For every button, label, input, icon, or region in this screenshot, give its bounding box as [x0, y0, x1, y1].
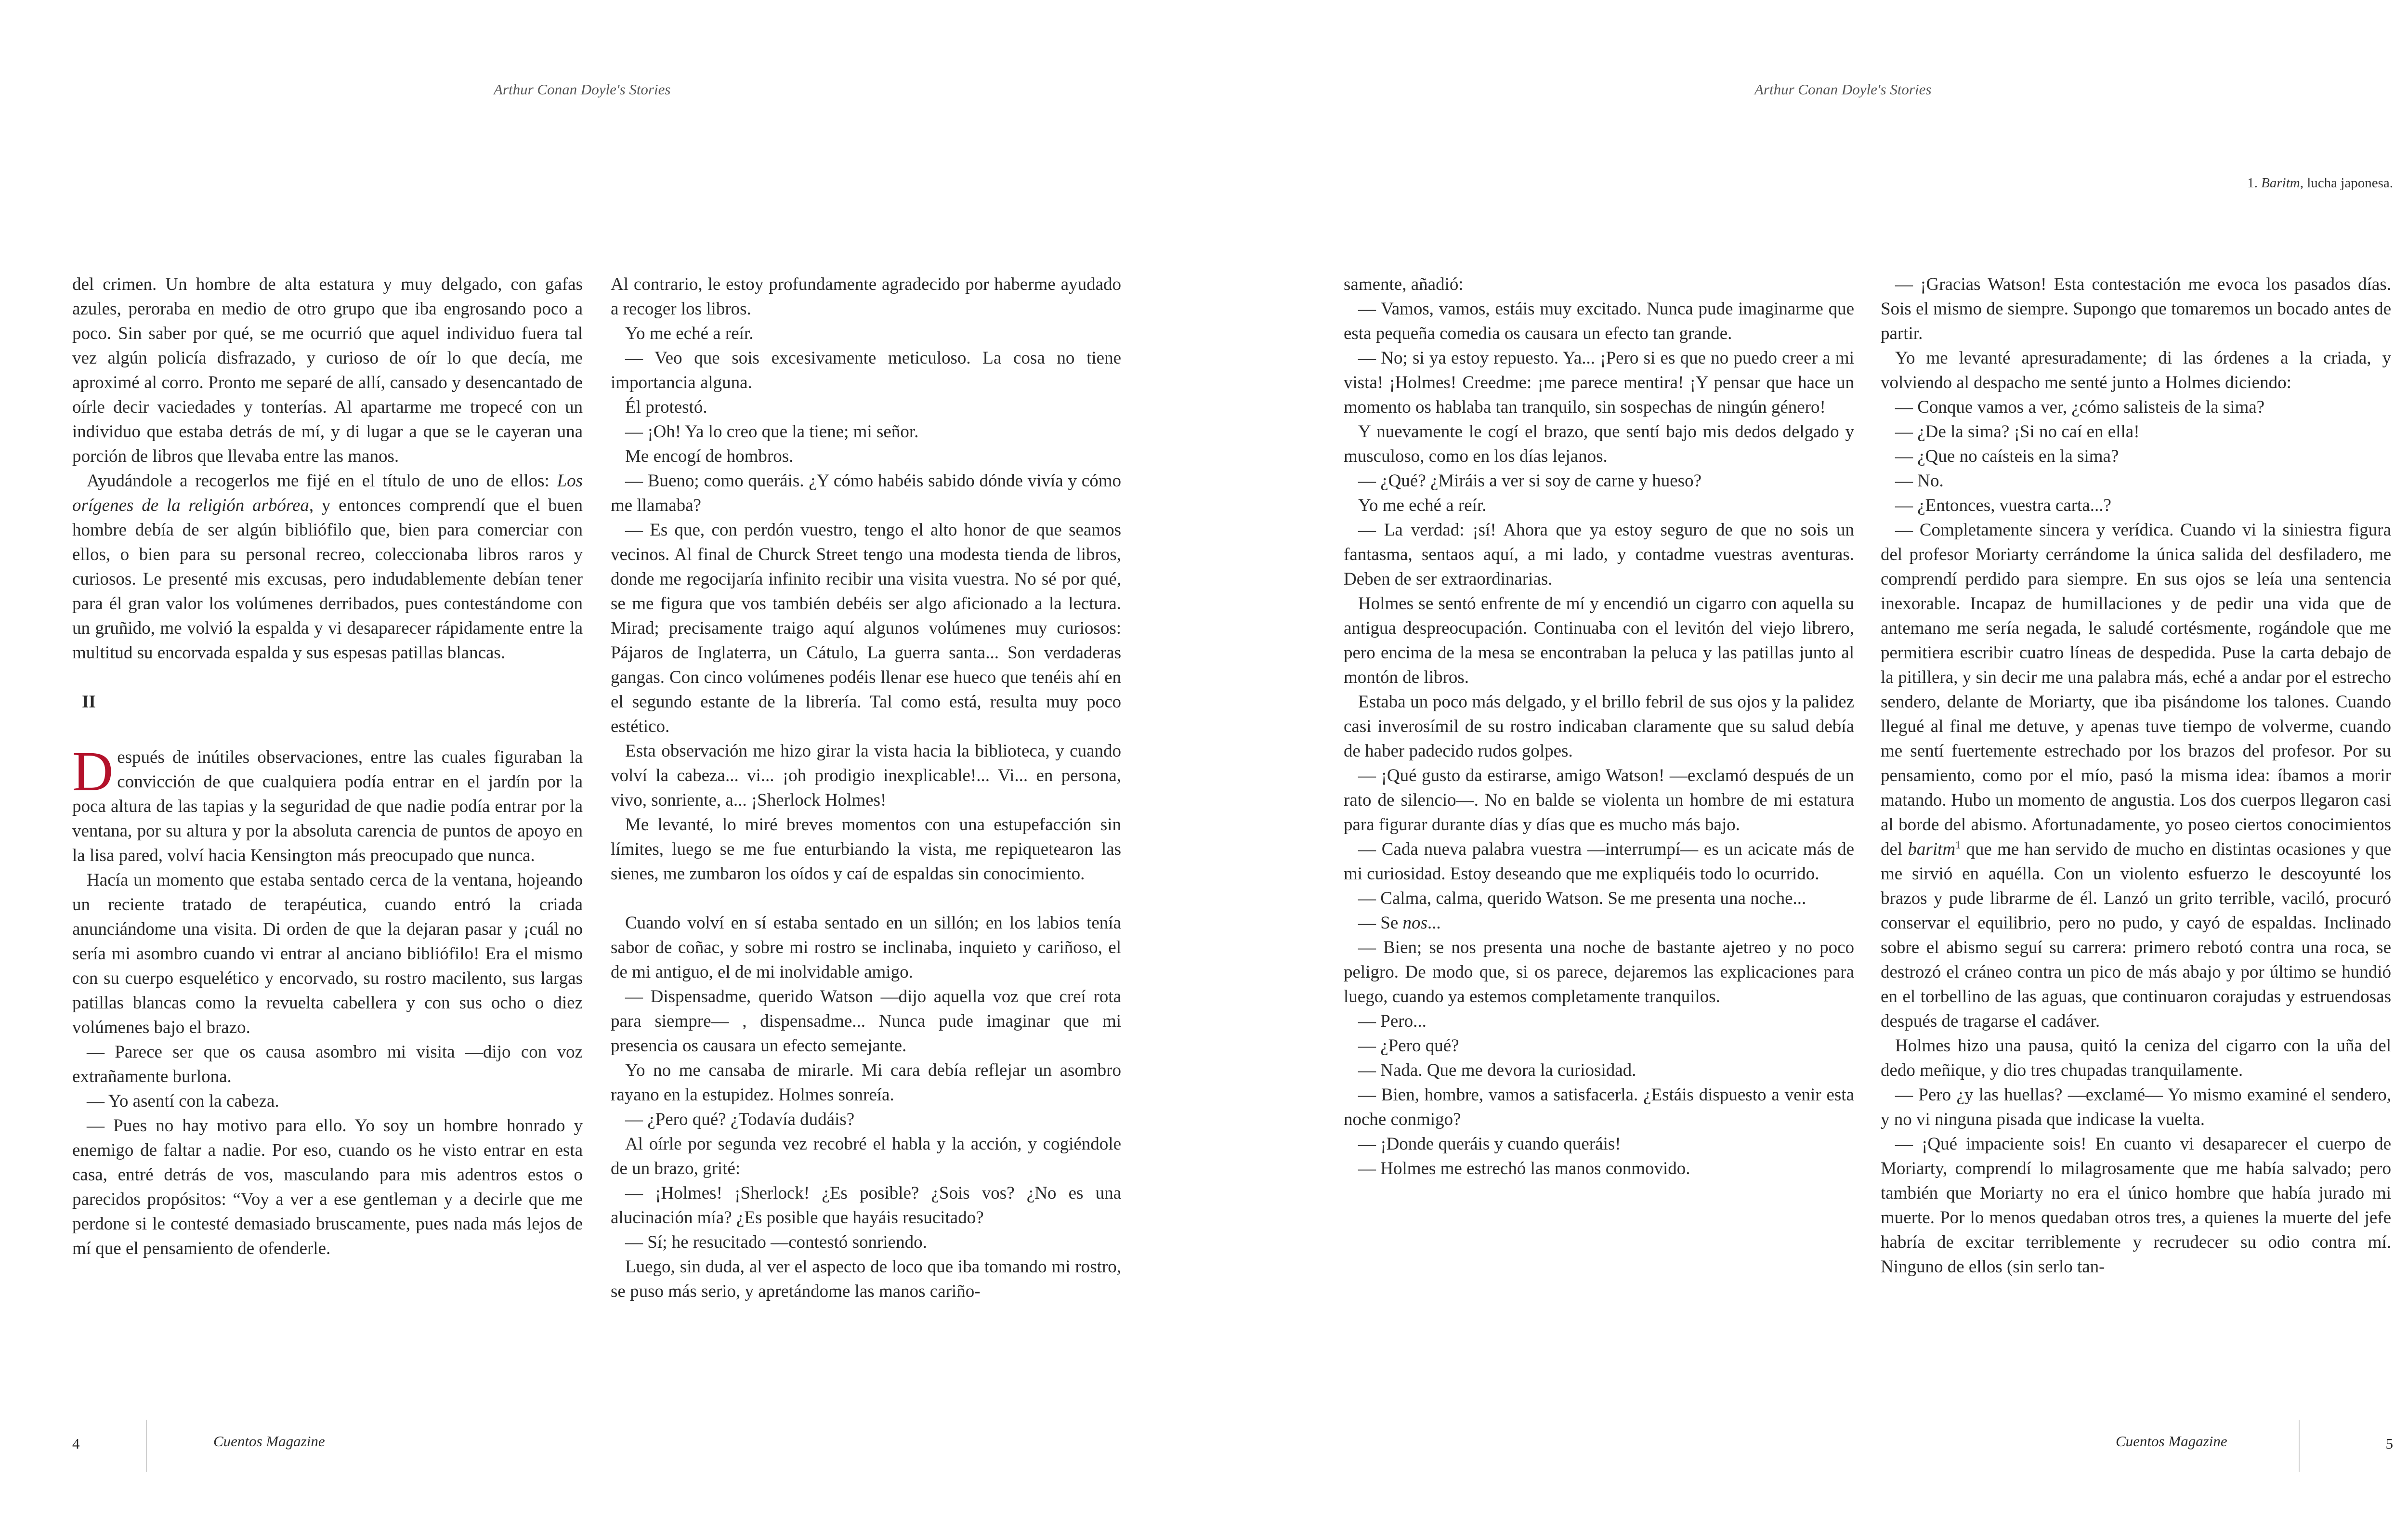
paragraph: — ¡Holmes! ¡Sherlock! ¿Es posible? ¿Sois vos? ¿No es una alucinación mía? ¿Es posible que hayáis resucitado? [611, 1183, 1121, 1228]
paragraph: — ¿Qué? ¿Miráis a ver si soy de carne y hueso? [1358, 471, 1702, 491]
paragraph: — ¡Donde queráis y cuando queráis! [1358, 1134, 1621, 1154]
paragraph: Estaba un poco más delgado, y el brillo febril de sus ojos y la palidez casi inverosímil de su rostro indicaban claramente que su salud debía de haber padecido rudos golpes. [1344, 692, 1854, 761]
paragraph: Holmes se sentó enfrente de mí y encendió un cigarro con aquella su antigua despreocupación. Continuaba con el levitón del viejo librero, pero encima de la mesa se encontraban la peluca y las patillas junto al montón de libros. [1344, 594, 1854, 687]
paragraph: Luego, sin duda, al ver el aspecto de loco que iba tomando mi rostro, se puso más serio, y apretándome las manos cariño- [611, 1257, 1121, 1301]
paragraph: Yo me eché a reír. [1358, 496, 1487, 515]
paragraph: — Cada nueva palabra vuestra —interrumpí— es un acicate más de mi curiosidad. Estoy deseando que me expliquéis todo lo ocurrido. [1344, 839, 1854, 884]
paragraph: Me encogí de hombros. [625, 446, 794, 466]
paragraph: — Bueno; como queráis. ¿Y cómo habéis sabido dónde vivía y cómo me llamaba? [611, 471, 1121, 515]
paragraph: Yo me levanté apresuradamente; di las órdenes a la criada, y volviendo al despacho me senté junto a Holmes diciendo: [1881, 348, 2391, 392]
right-page [1223, 0, 2408, 1530]
paragraph: — Yo asentí con la cabeza. [87, 1091, 279, 1111]
paragraph: — No; si ya estoy repuesto. Ya... ¡Pero si es que no puedo creer a mi vista! ¡Holmes! Creedme: ¡me parece mentira! ¡Y pensar que hace un momento os hablaba tan tranquilo, sin sospechas de ningún género! [1344, 348, 1854, 417]
paragraph: Ayudándole a recogerlos me fijé en el título de uno de ellos: Los orígenes de la religión arbórea, y entonces comprendí que el buen hombre debía de ser algún bibliófilo que, bien para comerciar con ellos, o bien para su personal recreo, coleccionaba libros raros y curiosos. Le presenté mis excusas, pero indudablemente debían tener para él gran valor los volúmenes derribados, pues contestándome con un gruñido, me volvió la espalda y vi desaparecer rápidamente entre la multitud su encorvada espalda y sus espesas patillas blancas. [72, 471, 583, 663]
paragraph: — ¡Qué impaciente sois! En cuanto vi desaparecer el cuerpo de Moriarty, comprendí lo milagrosamente que me había salvado; pero también que Moriarty no era el único hombre que había jurado mi muerte. Por lo menos quedaban otros tres, a quienes la muerte del jefe habría de excitar terriblemente y recrudecer su odio contra mí. Ninguno de ellos (sin serlo tan- [1881, 1134, 2391, 1277]
paragraph: del crimen. Un hombre de alta estatura y muy delgado, con gafas azules, peroraba en medio de otro grupo que iba engrosando poco a poco. Sin saber por qué, se me ocurrió que aquel individuo fuera tal vez algún policía disfrazado, y curioso de oír lo que decía, me aproximé al corro. Pronto me separé de allí, cansado y desencantado de oírle decir vaciedades y tonterías. Al apartarme me tropecé con un individuo que estaba detrás de mí, y di lugar a que se le cayeran una porción de libros que llevaba entre las manos. [72, 275, 583, 466]
paragraph: — Holmes me estrechó las manos conmovido. [1358, 1159, 1690, 1178]
paragraph-dropcap: Después de inútiles observaciones, entre las cuales figuraban la convicción de que cualquiera podía entrar en el jardín por la poca altura de las tapias y la seguridad de que nadie podía entrar por la ventana, por su altura y por la absoluta carencia de puntos de apoyo en la lisa pared, volví hacia Kensington más preocupado que nunca. [72, 740, 583, 865]
paragraph: Yo no me cansaba de mirarle. Mi cara debía reflejar un asombro rayano en la estupidez. Holmes sonreía. [611, 1060, 1121, 1105]
footnote: 1. Baritm, lucha japonesa. [2247, 175, 2393, 191]
paragraph: — Pues no hay motivo para ello. Yo soy un hombre honrado y enemigo de faltar a nadie. Por eso, cuando os he visto entrar en esta casa, entré detrás de vos, masculando para mis adentros estos o parecidos propósitos: “Voy a ver a ese gentleman y a decirle que me perdone si le contesté demasiado bruscamente, pues nada más lejos de mí que el pensamiento de ofenderle. [72, 1116, 583, 1258]
paragraph-gap [611, 886, 1121, 911]
paragraph: Al oírle por segunda vez recobré el habla y la acción, y cogiéndole de un brazo, grité: [611, 1134, 1121, 1178]
page-number: 5 [2385, 1435, 2393, 1452]
footer-magazine-name: Cuentos Magazine [213, 1433, 325, 1450]
paragraph: — La verdad: ¡sí! Ahora que ya estoy seguro de que no sois un fantasma, sentaos aquí, a mi lado, y contadme vuestras aventuras. Deben de ser extraordinarias. [1344, 520, 1854, 589]
paragraph: Cuando volví en sí estaba sentado en un sillón; en los labios tenía sabor de coñac, y sobre mi rostro se inclinaba, inquieto y cariñoso, el de mi antiguo, el de mi inolvidable amigo. [611, 913, 1121, 982]
page-number: 4 [72, 1435, 80, 1452]
paragraph: — Sí; he resucitado —contestó sonriendo. [625, 1232, 927, 1252]
paragraph: — ¿Pero qué? [1358, 1036, 1459, 1056]
paragraph: — Nada. Que me devora la curiosidad. [1358, 1060, 1636, 1080]
paragraph: Esta observación me hizo girar la vista hacia la biblioteca, y cuando volví la cabeza... vi... ¡oh prodigio inexplicable!... Vi... en persona, vivo, sonriente, a... ¡Sherlock Holmes! [611, 741, 1121, 810]
paragraph: — ¡Qué gusto da estirarse, amigo Watson! —exclamó después de un rato de silencio—. No en balde se violenta un hombre de mi estatura para figurar durante días y días que es mucho más bajo. [1344, 766, 1854, 835]
paragraph: — Bien, hombre, vamos a satisfacerla. ¿Estáis dispuesto a venir esta noche conmigo? [1344, 1085, 1854, 1129]
footer-divider [146, 1420, 147, 1472]
paragraph: — No. [1895, 471, 1944, 491]
text-column-1 [1344, 272, 1854, 1181]
paragraph: Yo me eché a reír. [625, 324, 754, 343]
text-column-2 [1881, 272, 2391, 1279]
paragraph: Me levanté, lo miré breves momentos con una estupefacción sin límites, luego se me fue enturbiando la vista, me repiquetearon las sienes, me zumbaron los oídos y caí de espaldas sin conocimiento. [611, 815, 1121, 884]
paragraph: — Completamente sincera y verídica. Cuando vi la siniestra figura del profesor Moriarty cerrándome la única salida del desfiladero, me comprendí perdido para siempre. En sus ojos se leía una sentencia inexorable. Incapaz de humillaciones y de pedir una vida que de antemano me sería negada, le saludé cortésmente, rogándole que me permitiera escribir cuatro líneas de despedida. Puse la carta debajo de la pitillera, y sin decir me una palabra más, eché a andar por el estrecho sendero, delante de Moriarty, que iba pisándome los talones. Cuando llegué al final me detuve, y apenas tuve tiempo de volverme, cuando me sentí fuertemente estrechado por los brazos del profesor. Por su pensamiento, como por el mío, pasó la misma idea: íbamos a morir matando. Hubo un momento de angustia. Los dos cuerpos llegaron casi al borde del abismo. Afortunadamente, yo poseo ciertos conocimientos del baritm$^1$ que me han servido de mucho en distintas ocasiones y que me sirvió en aquélla. Con un violento esfuerzo le descoyunté los brazos y pude librarme de él. Lanzó un grito terrible, vaciló, procuró conservar el equilibrio, pero no pudo, y cayó de espaldas. Inclinado sobre el abismo seguí su carrera: primero rebotó contra una roca, se destrozó el cráneo contra un pico de más abajo y por último se hundió en el torbellino de las aguas, que continuaron corajudas y estruendosas después de tragarse el cadáver. [1881, 520, 2392, 1031]
paragraph: — ¿De la sima? ¡Si no caí en ella! [1895, 422, 2140, 442]
text-column-2 [611, 272, 1121, 1304]
paragraph: — Se nos... [1358, 913, 1441, 933]
drop-cap: D [72, 740, 114, 803]
paragraph: — Conque vamos a ver, ¿cómo salisteis de la sima? [1895, 397, 2265, 417]
footer-divider [2299, 1420, 2300, 1472]
paragraph: — Bien; se nos presenta una noche de bastante ajetreo y no poco peligro. De modo que, si os parece, dejaremos las explicaciones para luego, cuando ya estemos completamente tranquilos. [1344, 938, 1854, 1007]
section-heading: II [82, 692, 96, 712]
paragraph: — Dispensadme, querido Watson —dijo aquella voz que creí rota para siempre— , dispensadme... Nunca pude imaginar que mi presencia os causara un efecto semejante. [611, 987, 1121, 1056]
paragraph: — Pero... [1358, 1011, 1426, 1031]
paragraph: — Calma, calma, querido Watson. Se me presenta una noche... [1358, 889, 1806, 908]
paragraph: — ¡Oh! Ya lo creo que la tiene; mi señor. [625, 422, 919, 442]
paragraph: — Pero ¿y las huellas? —exclamé— Yo mismo examiné el sendero, y no vi ninguna pisada que indicase la vuelta. [1881, 1085, 2391, 1129]
paragraph: Y nuevamente le cogí el brazo, que sentí bajo mis dedos delgado y musculoso, como en los días lejanos. [1344, 422, 1854, 466]
text-column-1 [72, 272, 583, 1261]
paragraph: Holmes hizo una pausa, quitó la ceniza del cigarro con la uña del dedo meñique, y dio tres chupadas tranquilamente. [1881, 1036, 2391, 1080]
paragraph: — Veo que sois excesivamente meticuloso. La cosa no tiene importancia alguna. [611, 348, 1121, 392]
paragraph: — ¿Pero qué? ¿Todavía dudáis? [625, 1110, 855, 1129]
paragraph: — Parece ser que os causa asombro mi visita —dijo con voz extrañamente burlona. [72, 1042, 583, 1086]
paragraph: — Vamos, vamos, estáis muy excitado. Nunca pude imaginarme que esta pequeña comedia os causara un efecto tan grande. [1344, 299, 1854, 343]
paragraph: Al contrario, le estoy profundamente agradecido por haberme ayudado a recoger los libros. [611, 275, 1121, 319]
paragraph: — Es que, con perdón vuestro, tengo el alto honor de que seamos vecinos. Al final de Churck Street tengo una modesta tienda de libros, donde me regocijaría infinito recibir una visita vuestra. No sé por qué, se me figura que vos también debéis ser algo aficionado a la lectura. Mirad; precisamente traigo aquí algunos volúmenes muy curiosos: Pájaros de Inglaterra, un Cátulo, La guerra santa... Son verdaderas gangas. Con cinco volúmenes podéis llenar ese hueco que tenéis ahí en el segundo estante de la librería. Tal como está, resulta muy poco estético. [611, 520, 1121, 736]
paragraph: samente, añadió: [1344, 275, 1464, 294]
paragraph: Hacía un momento que estaba sentado cerca de la ventana, hojeando un reciente tratado de terapéutica, cuando entró la criada anunciándome una visita. Di orden de que la dejaran pasar y ¡cuál no sería mi asombro cuando vi entrar al anciano bibliófilo! Era el mismo con su cuerpo esquelético y encorvado, su rostro macilento, sus largas patillas blancas como la revuelta cabellera y con sus ocho o diez volúmenes bajo el brazo. [72, 870, 583, 1037]
paragraph: — ¿Entonces, vuestra carta...? [1895, 496, 2111, 515]
footer-magazine-name: Cuentos Magazine [2116, 1433, 2227, 1450]
paragraph: — ¿Que no caísteis en la sima? [1895, 446, 2119, 466]
paragraph: — ¡Gracias Watson! Esta contestación me evoca los pasados días. Sois el mismo de siempre. Supongo que tomaremos un bocado antes de partir. [1881, 275, 2391, 343]
footnote-marker: 1 [1955, 838, 1961, 851]
running-head: Arthur Conan Doyle's Stories [1754, 81, 1932, 98]
paragraph: Él protestó. [625, 397, 707, 417]
running-head: Arthur Conan Doyle's Stories [494, 81, 671, 98]
